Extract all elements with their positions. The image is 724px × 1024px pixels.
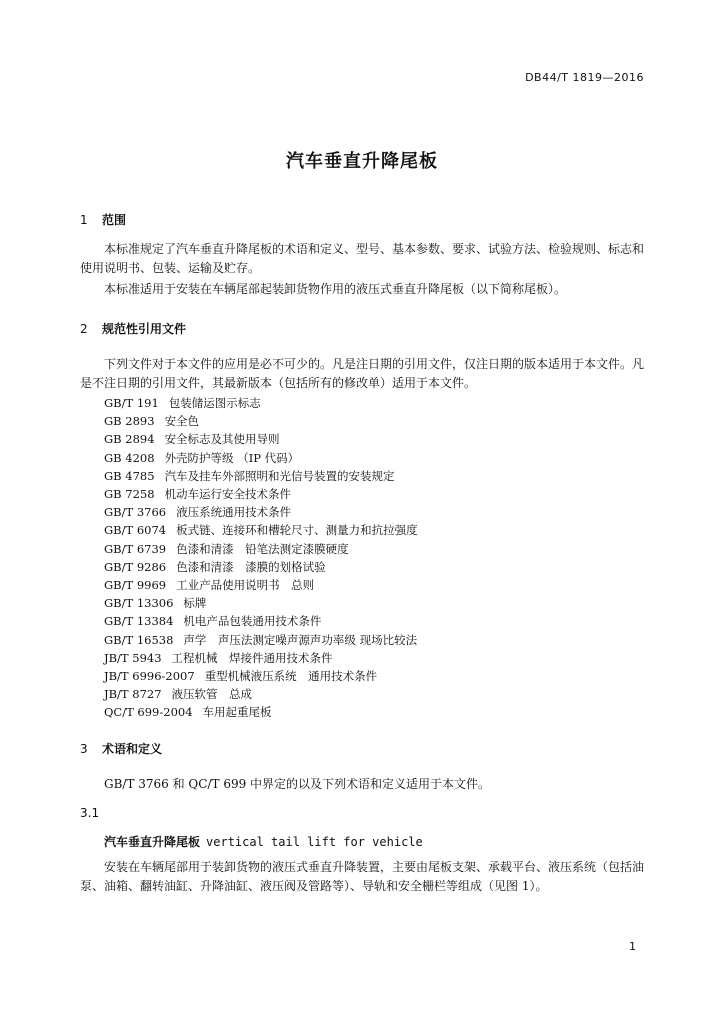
term-definition: 安装在车辆尾部用于装卸货物的液压式垂直升降装置，主要由尾板支架、承载平台、液压系统（包括油泵、油箱、翻转油缸、升降油缸、液压阀及管路等）、导轨和安全栅栏等组成（见图 1）。: [80, 860, 645, 893]
reference-title: 标牌: [183, 596, 207, 611]
reference-title: 机电产品包装通用技术条件: [183, 614, 322, 629]
reference-code: JB/T 5943: [104, 650, 162, 665]
scope-paragraph-2: 本标准适用于安装在车辆尾部起装卸货物作用的液压式垂直升降尾板（以下简称尾板）。: [104, 282, 567, 296]
reference-code: GB 7258: [104, 487, 155, 502]
clause-number: 3.1: [80, 806, 100, 820]
reference-code: JB/T 6996-2007: [104, 669, 195, 684]
reference-title: 安全色: [164, 414, 200, 429]
standard-code: DB44/T 1819—2016: [525, 71, 644, 84]
section-title: 术语和定义: [102, 742, 163, 756]
term-entry: [104, 833, 423, 850]
reference-item: [104, 612, 418, 630]
scope-paragraph-1: 本标准规定了汽车垂直升降尾板的术语和定义、型号、基本参数、要求、试验方法、检验规则、标志和使用说明书、包装、运输及贮存。: [80, 242, 645, 275]
reference-title: 色漆和清漆 铅笔法测定漆膜硬度: [176, 541, 349, 556]
section-number: 3: [80, 742, 88, 756]
reference-title: 色漆和清漆 漆膜的划格试验: [176, 559, 326, 574]
reference-item: [104, 594, 418, 612]
reference-item: [104, 521, 418, 539]
reference-code: GB 4785: [104, 468, 155, 483]
reference-code: GB/T 13384: [104, 614, 174, 629]
reference-title: 机动车运行安全技术条件: [164, 487, 292, 502]
reference-code: GB/T 13306: [104, 596, 174, 611]
reference-title: 重型机械液压系统 通用技术条件: [204, 669, 378, 684]
reference-item: [104, 667, 418, 685]
reference-item: [104, 412, 418, 430]
reference-code: GB/T 6739: [104, 541, 167, 556]
reference-item: [104, 430, 418, 448]
reference-code: GB 2894: [104, 432, 155, 447]
terms-intro-paragraph: GB/T 3766 和 QC/T 699 中界定的以及下列术语和定义适用于本文件。: [104, 777, 491, 791]
reference-code: QC/T 699-2004: [104, 705, 193, 720]
section-heading-normative-references: [80, 320, 186, 337]
reference-item: [104, 485, 418, 503]
reference-title: 工业产品使用说明书 总则: [176, 578, 315, 593]
reference-item: [104, 631, 418, 649]
section-title: 范围: [102, 213, 127, 227]
reference-title: 板式链、连接环和槽轮尺寸、测量力和抗拉强度: [176, 523, 418, 538]
reference-title: 汽车及挂车外部照明和光信号装置的安装规定: [164, 468, 395, 483]
term-english: vertical tail lift for vehicle: [206, 835, 423, 849]
reference-item: [104, 394, 418, 412]
reference-item: [104, 540, 418, 558]
reference-item: [104, 649, 418, 667]
reference-title: 工程机械 焊接件通用技术条件: [171, 650, 333, 665]
reference-item: [104, 503, 418, 521]
reference-code: GB/T 9286: [104, 559, 167, 574]
reference-code: GB/T 6074: [104, 523, 167, 538]
reference-title: 声学 声压法测定噪声源声功率级 现场比较法: [183, 632, 418, 647]
reference-item: [104, 449, 418, 467]
reference-code: GB/T 191: [104, 396, 159, 410]
reference-title: 安全标志及其使用导则: [164, 432, 280, 447]
term-chinese: 汽车垂直升降尾板: [104, 835, 201, 849]
reference-title: 液压系统通用技术条件: [176, 505, 292, 520]
reference-code: GB 2893: [104, 414, 155, 429]
page-number: 1: [629, 940, 636, 953]
reference-item: [104, 576, 418, 594]
section-heading-scope: [80, 211, 126, 228]
reference-item: [104, 467, 418, 485]
reference-title: 车用起重尾板: [202, 705, 272, 720]
document-title: 汽车垂直升降尾板: [286, 151, 438, 172]
reference-code: GB/T 9969: [104, 578, 167, 593]
reference-item: [104, 558, 418, 576]
section-title: 规范性引用文件: [102, 322, 187, 336]
reference-item: [104, 703, 418, 721]
section-number: 1: [80, 213, 88, 227]
reference-code: JB/T 8727: [104, 687, 162, 702]
reference-title: 外壳防护等级 （IP 代码）: [164, 450, 300, 465]
reference-list: [104, 394, 418, 722]
reference-title: 包装储运图示标志: [168, 396, 261, 410]
reference-code: GB 4208: [104, 450, 155, 465]
reference-item: [104, 685, 418, 703]
reference-title: 液压软管 总成: [171, 687, 253, 702]
references-intro-paragraph: 下列文件对于本文件的应用是必不可少的。凡是注日期的引用文件，仅注日期的版本适用于本文件。凡是不注日期的引用文件，其最新版本（包括所有的修改单）适用于本文件。: [80, 357, 645, 390]
reference-code: GB/T 16538: [104, 632, 174, 647]
section-number: 2: [80, 322, 88, 336]
section-heading-terms-definitions: [80, 740, 162, 757]
reference-code: GB/T 3766: [104, 505, 167, 520]
